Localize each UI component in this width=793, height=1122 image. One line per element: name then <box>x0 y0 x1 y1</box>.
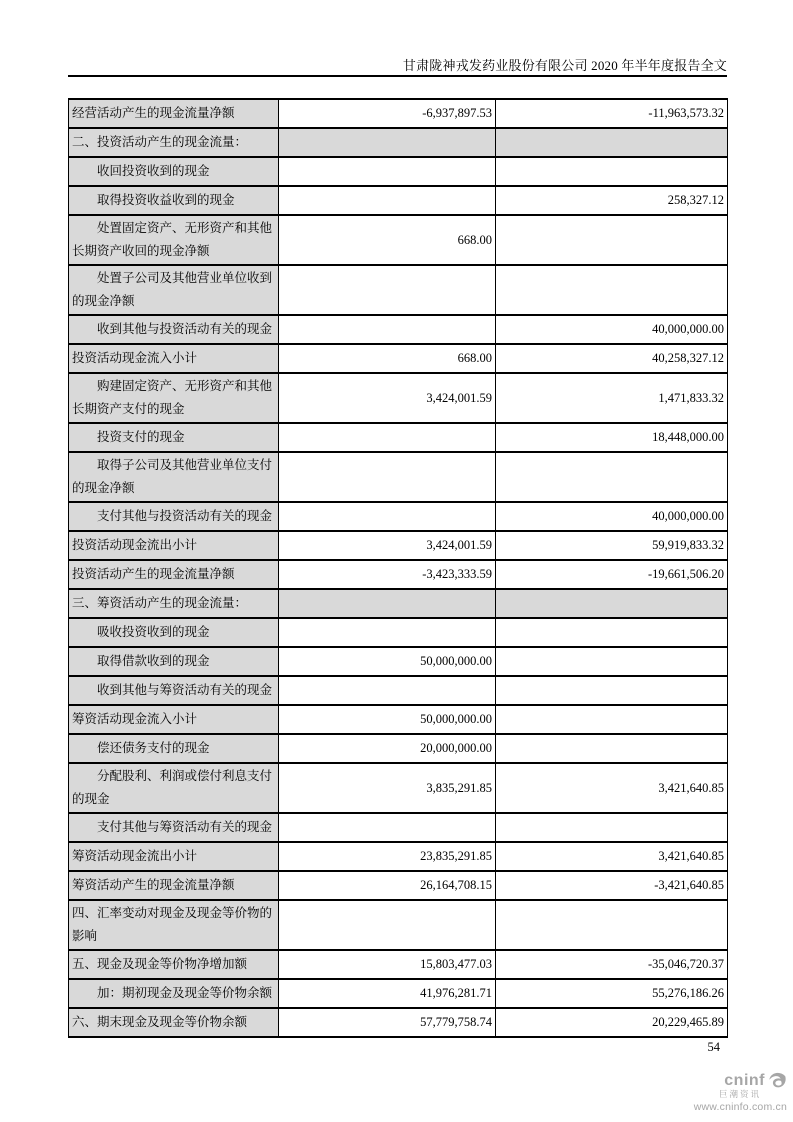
row-item-label: 投资支付的现金 <box>69 423 279 452</box>
table-row <box>69 452 728 502</box>
current-period-amount <box>279 265 496 315</box>
prior-period-amount: 18,448,000.00 <box>496 423 728 452</box>
current-period-amount <box>279 900 496 950</box>
row-item-label: 三、筹资活动产生的现金流量： <box>69 589 279 618</box>
row-item-label: 二、投资活动产生的现金流量： <box>69 128 279 157</box>
current-period-amount: 57,779,758.74 <box>279 1008 496 1037</box>
cash-flow-table <box>68 98 728 1038</box>
cninfo-chinese-name: 巨潮资讯 <box>718 1089 761 1099</box>
current-period-amount: 50,000,000.00 <box>279 705 496 734</box>
current-period-amount: 50,000,000.00 <box>279 647 496 676</box>
current-period-amount <box>279 502 496 531</box>
table-row <box>69 763 728 813</box>
row-item-label: 支付其他与投资活动有关的现金 <box>69 502 279 531</box>
current-period-amount: 41,976,281.71 <box>279 979 496 1008</box>
table-row <box>69 1008 728 1037</box>
table-row <box>69 950 728 979</box>
table-row <box>69 647 728 676</box>
current-period-amount <box>279 315 496 344</box>
page-header-title: 甘肃陇神戎发药业股份有限公司 2020 年半年度报告全文 <box>402 58 727 73</box>
row-item-label: 购建固定资产、无形资产和其他长期资产支付的现金 <box>69 373 279 423</box>
current-period-amount: 3,835,291.85 <box>279 763 496 813</box>
table-row <box>69 186 728 215</box>
row-item-label: 筹资活动现金流出小计 <box>69 842 279 871</box>
row-item-label: 取得投资收益收到的现金 <box>69 186 279 215</box>
table-row <box>69 531 728 560</box>
row-item-label: 筹资活动产生的现金流量净额 <box>69 871 279 900</box>
row-item-label: 偿还债务支付的现金 <box>69 734 279 763</box>
row-item-label: 取得子公司及其他营业单位支付的现金净额 <box>69 452 279 502</box>
prior-period-amount <box>496 157 728 186</box>
current-period-amount <box>279 186 496 215</box>
current-period-amount <box>279 157 496 186</box>
row-item-label: 支付其他与筹资活动有关的现金 <box>69 813 279 842</box>
row-item-label: 加：期初现金及现金等价物余额 <box>69 979 279 1008</box>
row-item-label: 四、汇率变动对现金及现金等价物的影响 <box>69 900 279 950</box>
table-row <box>69 265 728 315</box>
cninfo-url: www.cninfo.com.cn <box>693 1101 787 1113</box>
current-period-amount: 20,000,000.00 <box>279 734 496 763</box>
table-row <box>69 373 728 423</box>
cninfo-brand-text: cninf <box>724 1072 765 1089</box>
prior-period-amount: 258,327.12 <box>496 186 728 215</box>
row-item-label: 投资活动现金流入小计 <box>69 344 279 373</box>
row-item-label: 收回投资收到的现金 <box>69 157 279 186</box>
table-row <box>69 900 728 950</box>
cninfo-logo-brand-row <box>667 1072 787 1090</box>
table-row <box>69 560 728 589</box>
cninfo-logo <box>667 1072 787 1113</box>
row-item-label: 经营活动产生的现金流量净额 <box>69 99 279 128</box>
current-period-amount: 3,424,001.59 <box>279 373 496 423</box>
current-period-amount: -6,937,897.53 <box>279 99 496 128</box>
row-item-label: 处置固定资产、无形资产和其他长期资产收回的现金净额 <box>69 215 279 265</box>
prior-period-amount: -19,661,506.20 <box>496 560 728 589</box>
current-period-amount: 668.00 <box>279 215 496 265</box>
cninfo-swirl-icon <box>767 1072 787 1090</box>
current-period-amount: 3,424,001.59 <box>279 531 496 560</box>
prior-period-amount <box>496 900 728 950</box>
prior-period-amount: -11,963,573.32 <box>496 99 728 128</box>
prior-period-amount <box>496 452 728 502</box>
current-period-amount <box>279 452 496 502</box>
prior-period-amount: 20,229,465.89 <box>496 1008 728 1037</box>
prior-period-amount: 55,276,186.26 <box>496 979 728 1008</box>
prior-period-amount <box>496 705 728 734</box>
current-period-amount <box>279 128 496 157</box>
table-row <box>69 128 728 157</box>
current-period-amount <box>279 589 496 618</box>
table-row <box>69 813 728 842</box>
row-item-label: 吸收投资收到的现金 <box>69 618 279 647</box>
prior-period-amount <box>496 265 728 315</box>
table-row <box>69 215 728 265</box>
prior-period-amount <box>496 589 728 618</box>
prior-period-amount: 40,000,000.00 <box>496 315 728 344</box>
row-item-label: 收到其他与投资活动有关的现金 <box>69 315 279 344</box>
row-item-label: 处置子公司及其他营业单位收到的现金净额 <box>69 265 279 315</box>
cashflow-table-body <box>69 99 728 1037</box>
row-item-label: 六、期末现金及现金等价物余额 <box>69 1008 279 1037</box>
table-row <box>69 618 728 647</box>
row-item-label: 投资活动产生的现金流量净额 <box>69 560 279 589</box>
row-item-label: 取得借款收到的现金 <box>69 647 279 676</box>
table-row <box>69 979 728 1008</box>
prior-period-amount <box>496 813 728 842</box>
table-row <box>69 344 728 373</box>
table-row <box>69 315 728 344</box>
prior-period-amount: 40,258,327.12 <box>496 344 728 373</box>
row-item-label: 分配股利、利润或偿付利息支付的现金 <box>69 763 279 813</box>
prior-period-amount <box>496 618 728 647</box>
page-number: 54 <box>707 1040 720 1054</box>
table-row <box>69 705 728 734</box>
table-row <box>69 502 728 531</box>
table-row <box>69 871 728 900</box>
prior-period-amount <box>496 128 728 157</box>
table-row <box>69 676 728 705</box>
prior-period-amount <box>496 647 728 676</box>
prior-period-amount: 40,000,000.00 <box>496 502 728 531</box>
prior-period-amount <box>496 734 728 763</box>
row-item-label: 五、现金及现金等价物净增加额 <box>69 950 279 979</box>
table-row <box>69 157 728 186</box>
current-period-amount <box>279 676 496 705</box>
current-period-amount <box>279 813 496 842</box>
table-row <box>69 99 728 128</box>
current-period-amount: 23,835,291.85 <box>279 842 496 871</box>
prior-period-amount: -3,421,640.85 <box>496 871 728 900</box>
prior-period-amount <box>496 215 728 265</box>
prior-period-amount: 59,919,833.32 <box>496 531 728 560</box>
table-row <box>69 423 728 452</box>
prior-period-amount: 1,471,833.32 <box>496 373 728 423</box>
current-period-amount: 15,803,477.03 <box>279 950 496 979</box>
current-period-amount <box>279 618 496 647</box>
row-item-label: 收到其他与筹资活动有关的现金 <box>69 676 279 705</box>
prior-period-amount: 3,421,640.85 <box>496 842 728 871</box>
table-row <box>69 589 728 618</box>
current-period-amount: -3,423,333.59 <box>279 560 496 589</box>
prior-period-amount <box>496 676 728 705</box>
header-divider <box>68 75 727 77</box>
row-item-label: 投资活动现金流出小计 <box>69 531 279 560</box>
prior-period-amount: -35,046,720.37 <box>496 950 728 979</box>
current-period-amount: 26,164,708.15 <box>279 871 496 900</box>
prior-period-amount: 3,421,640.85 <box>496 763 728 813</box>
current-period-amount: 668.00 <box>279 344 496 373</box>
table-row <box>69 842 728 871</box>
table-row <box>69 734 728 763</box>
current-period-amount <box>279 423 496 452</box>
row-item-label: 筹资活动现金流入小计 <box>69 705 279 734</box>
